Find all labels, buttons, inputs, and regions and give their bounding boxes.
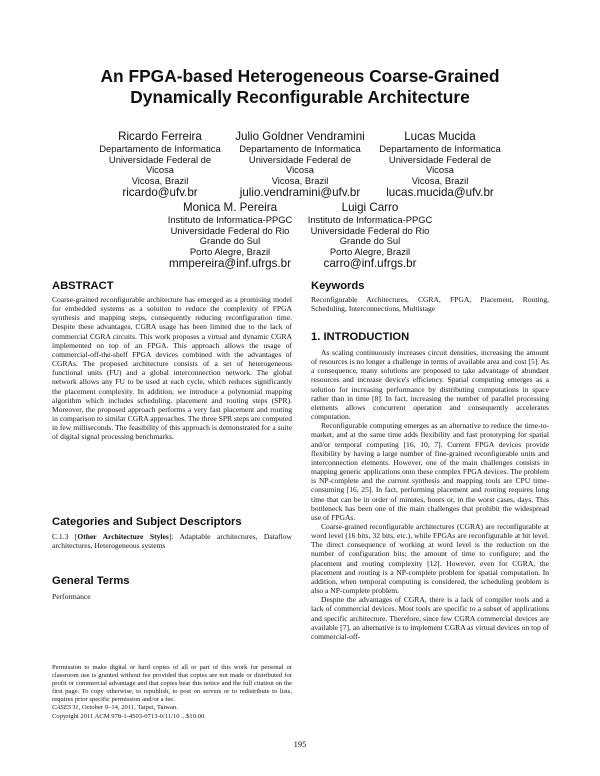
author-name: Lucas Mucida xyxy=(404,130,476,143)
permission-notice xyxy=(52,664,292,721)
categories-body xyxy=(52,532,292,550)
author-inst: Vicosa xyxy=(286,164,314,176)
general-terms-text: Performance xyxy=(52,592,91,601)
author-name: Monica M. Pereira xyxy=(182,201,278,214)
author-location: Vicosa, Brazil xyxy=(411,174,469,186)
intro-paragraph: Reconfigurable computing emerges as an alternative to reduce the time-to-market, and at the same time adds flexibility and fast prototyping for spatial and/or temporal computing [16, 10, 7]. Current FPGA devices provide flexibility by having a large number of fine-grained reconfigurable units and interconnection elements. However, one of the main challenges consists in mapping generic applications onto these complex FPGA devices. The problem is NP-complete and the current synthesis and mapping tools are CPU time-consuming [16, 25]. In fact, performing placement and routing requires long time that can be in order of minutes, hours or, in the worst cases, days. This bottleneck has been one of the main challenges that prohibit the widespread use of FPGAs. xyxy=(311,421,549,522)
keywords-text: Reconfigurable Architectures, CGRA, FPGA, Placement, Routing, Scheduling, Interconnections, Multistage xyxy=(311,295,549,314)
category-name: Other Architecture Styles xyxy=(77,532,169,541)
author-dept: Departamento de Informatica xyxy=(99,143,221,154)
author-inst: Grande do Sul xyxy=(199,235,261,247)
author-name: Julio Goldner Vendramini xyxy=(235,130,365,143)
author-location: Porto Alegre, Brazil xyxy=(329,245,411,257)
author-location: Porto Alegre, Brazil xyxy=(189,245,271,257)
author-inst: Vicosa xyxy=(426,164,454,176)
author-inst: Universidade Federal de xyxy=(388,153,492,165)
author-email[interactable]: mmpereira@inf.ufrgs.br xyxy=(169,257,291,271)
copyright-line: Copyright 2011 ACM 978-1-4503-0713-0/11/10 ...$10.00. xyxy=(52,712,206,720)
author-location: Vicosa, Brazil xyxy=(271,174,329,186)
author-dept: Instituto de Informatica-PPGC xyxy=(167,214,293,225)
abstract-body xyxy=(52,295,292,442)
author-inst: Universidade Federal de xyxy=(248,153,352,165)
intro-paragraph: Despite the advantages of CGRA, there is a lack of compiler tools and a lack of commercial devices. Most tools are specific to a subset of applications and specific architecture. Therefore, since few CGRA commercial devices are available [7], an alternative is to implement CGRA as virtual devices on top of commercial-off- xyxy=(311,595,549,641)
author-inst: Universidade Federal do Rio xyxy=(170,224,290,236)
author-email[interactable]: julio.vendramini@ufv.br xyxy=(239,186,361,200)
author-dept: Departamento de Informatica xyxy=(379,143,501,154)
category-code: C.1.3 [ xyxy=(52,532,78,541)
author-dept: Departamento de Informatica xyxy=(239,143,361,154)
keywords-body xyxy=(311,295,549,313)
title-line-1: An FPGA-based Heterogeneous Coarse-Grained xyxy=(100,66,500,86)
author-inst: Universidade Federal de xyxy=(108,153,212,165)
author-email[interactable]: ricardo@ufv.br xyxy=(122,186,198,200)
intro-paragraph: As scaling continuously increases circuit densities, increasing the amount of resources is no longer a challenge in terms of available area and cost [5]. As a consequence, many solutions are proposed to take advantage of abundant resources and increase device's efficiency. Spatial computing emerges as a solution for increasing performance by distributing computations in space rather than in time [8]. In fact, increasing the number of parallel processing elements allows concurrent operation and consequently accelerates computation. xyxy=(311,348,549,422)
abstract-heading: ABSTRACT xyxy=(52,280,114,292)
author-dept: Instituto de Informatica-PPGC xyxy=(307,214,433,225)
general-terms-body xyxy=(52,592,292,601)
page-number: 195 xyxy=(293,739,307,749)
author-block xyxy=(280,201,460,270)
permission-text: Permission to make digital or hard copies of all or part of this work for personal or classroom use is granted without fee provided that copies are not made or distributed for profit or commercial advantage and that copies bear this notice and the full citation on the first page. To copy otherwise, to republish, to post on servers or to redistribute to lists, requires prior specific permission and/or a fee. xyxy=(52,664,292,704)
category-descriptors: ]: Adaptable architectures, Dataflow architectures, Heterogeneous systems xyxy=(52,532,292,551)
author-block xyxy=(350,130,530,199)
title-line-2: Dynamically Reconfigurable Architecture xyxy=(130,87,470,107)
conference-name: CASES'11, xyxy=(52,704,81,712)
author-inst: Vicosa xyxy=(146,164,174,176)
intro-paragraph: Coarse-grained reconfigurable architectures (CGRA) are reconfigurable at word level (16 bits, 32 bits, etc.), while FPGAs are reconfigurable at bit level. The direct consequence of working at word level is the reduction on the number of configuration bits; the amount of time to configure; and the placement and routing complexity [12]. However, even for CGRA, the placement and routing is a NP-complete problem for spatial computation. In addition, when temporal computing is considered, the scheduling problem is also a NP-complete problem. xyxy=(311,521,549,596)
author-inst: Grande do Sul xyxy=(339,235,401,247)
author-name: Ricardo Ferreira xyxy=(118,130,202,143)
paper-title xyxy=(0,66,600,108)
general-terms-heading: General Terms xyxy=(52,575,130,587)
author-name: Luigi Carro xyxy=(341,201,399,214)
keywords-heading: Keywords xyxy=(311,280,365,292)
categories-heading: Categories and Subject Descriptors xyxy=(52,516,242,528)
conference-details: October 9–14, 2011, Taipei, Taiwan. xyxy=(80,704,178,712)
abstract-text: Coarse-grained reconfigurable architecture has emerged as a promising model for embedded systems as a solution to reduce the complexity of FPGA synthesis and mapping steps, consequently reducing reconfiguration time. Despite these advantages, CGRA usage has been limited due to the lack of commercial CGRA circuits. This work proposes a virtual and dynamic CGRA implemented on top of an FPGA. This approach allows the usage of commercial-off-the-shelf FPGA devices combined with the advantages of CGRAs. The proposed architecture consists of a set of heterogeneous functional units (FU) and a global interconnection network. The global network allows any FU to be used at each cycle, which reduces significantly the placement complexity. In addition, we introduce a polynomial mapping algorithm which includes scheduling, placement and routing steps (SPR). Moreover, the proposed approach performs a very fast placement and routing in comparison to similar CGRA approaches. The three SPR steps are computed in few milliseconds. The feasibility of this approach is demonstrated for a suite of digital signal processing benchmarks. xyxy=(52,295,292,442)
author-inst: Universidade Federal do Rio xyxy=(310,224,430,236)
author-location: Vicosa, Brazil xyxy=(131,174,189,186)
author-email[interactable]: carro@inf.ufrgs.br xyxy=(323,257,417,271)
introduction-heading: 1. INTRODUCTION xyxy=(311,331,410,343)
author-email[interactable]: lucas.mucida@ufv.br xyxy=(386,186,494,200)
introduction-body xyxy=(311,348,549,641)
